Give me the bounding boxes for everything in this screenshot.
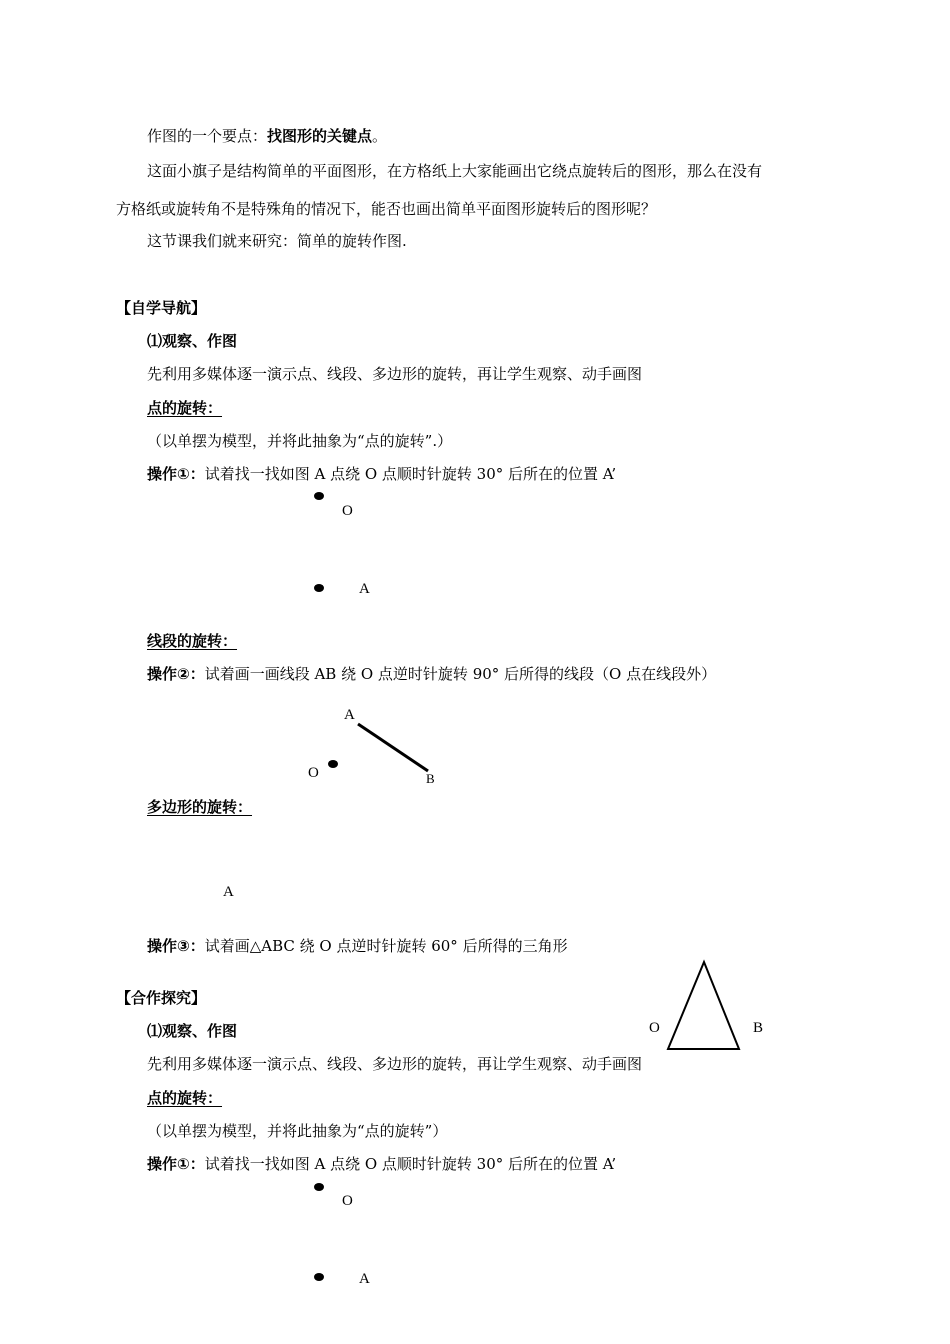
fig2-point-o (328, 760, 338, 768)
section-heading-self-study: 【自学导航】 (116, 299, 207, 317)
fig4-label-a: A (359, 1271, 370, 1287)
key-point-emphasis: 找图形的关键点 (267, 127, 373, 145)
fig2-label-b: B (426, 771, 435, 786)
polygon-rotation-title: 多边形的旋转： (147, 798, 253, 816)
operation-3: 操作③：试着画△ABC 绕 O 点逆时针旋转 60° 后所得的三角形 (147, 937, 568, 955)
intro-line-2: 这面小旗子是结构简单的平面图形，在方格纸上大家能画出它绕点旋转后的图形，那么在没有 (147, 162, 763, 180)
demo-description: 先利用多媒体逐一演示点、线段、多边形的旋转，再让学生观察、动手画图 (147, 365, 643, 383)
point-rotation-title: 点的旋转： (147, 399, 223, 417)
point-rotation-note: （以单摆为模型，并将此抽象为“点的旋转”.） (147, 432, 453, 450)
fig3-label-o: O (649, 1020, 660, 1036)
fig4-point-a (314, 1273, 324, 1281)
fig2-label-o: O (308, 765, 319, 781)
intro-line-3: 方格纸或旋转角不是特殊角的情况下，能否也画出简单平面图形旋转后的图形呢？ (116, 200, 657, 218)
section-heading-cooperative: 【合作探究】 (116, 989, 207, 1007)
fig1-label-o: O (342, 503, 353, 519)
subheading-observe-draw: ⑴观察、作图 (147, 332, 238, 350)
fig3-label-b: B (753, 1020, 764, 1036)
demo-description-2: 先利用多媒体逐一演示点、线段、多边形的旋转，再让学生观察、动手画图 (147, 1055, 643, 1073)
fig3-label-a: A (223, 884, 234, 900)
operation-2: 操作②：试着画一画线段 AB 绕 O 点逆时针旋转 90° 后所得的线段（O 点在线段外） (147, 665, 717, 683)
intro-line-1: 作图的一个要点：找图形的关键点。 (147, 127, 388, 145)
fig4-label-o: O (342, 1193, 353, 1209)
intro-line-4: 这节课我们就来研究：简单的旋转作图. (147, 232, 407, 250)
segment-ab (358, 724, 428, 771)
triangle-abc (668, 962, 739, 1049)
point-rotation-title-2: 点的旋转： (147, 1089, 223, 1107)
fig1-label-a: A (359, 581, 370, 597)
operation-1-repeat: 操作①：试着找一找如图 A 点绕 O 点顺时针旋转 30° 后所在的位置 A’ (147, 1155, 617, 1173)
subheading-observe-draw-2: ⑴观察、作图 (147, 1022, 238, 1040)
point-rotation-note-2: （以单摆为模型，并将此抽象为“点的旋转”） (147, 1122, 448, 1140)
fig2-label-a: A (344, 707, 355, 723)
operation-1: 操作①：试着找一找如图 A 点绕 O 点顺时针旋转 30° 后所在的位置 A’ (147, 465, 617, 483)
segment-rotation-title: 线段的旋转： (147, 632, 238, 650)
fig4-point-o (314, 1183, 324, 1191)
